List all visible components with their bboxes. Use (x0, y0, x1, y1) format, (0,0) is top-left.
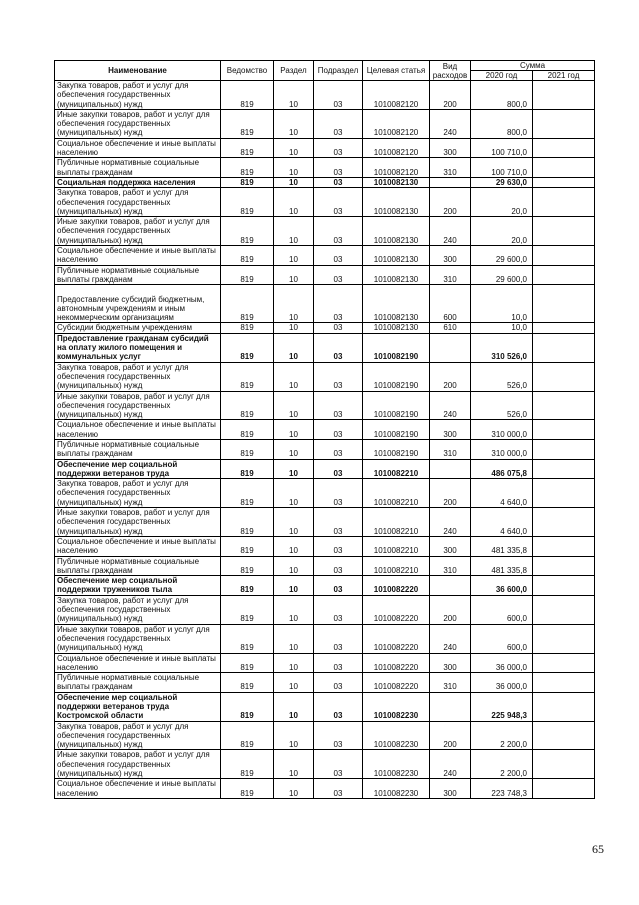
cell-razdel: 10 (274, 246, 314, 266)
cell-name: Социальное обеспечение и иные выплаты населению (55, 779, 221, 799)
cell-sum-2021 (533, 721, 595, 750)
cell-statya: 1010082120 (363, 138, 430, 158)
cell-vid: 300 (430, 536, 471, 556)
cell-razdel: 10 (274, 391, 314, 420)
cell-podrazdel: 03 (314, 217, 363, 246)
cell-razdel: 10 (274, 158, 314, 178)
cell-sum-2020: 526,0 (471, 362, 533, 391)
cell-sum-2021 (533, 109, 595, 138)
cell-podrazdel: 03 (314, 265, 363, 285)
cell-vid (430, 692, 471, 721)
cell-statya: 1010082130 (363, 265, 430, 285)
cell-vid: 300 (430, 779, 471, 799)
cell-vedomstvo: 819 (221, 81, 274, 110)
cell-sum-2021 (533, 362, 595, 391)
table-body (55, 81, 595, 799)
cell-name: Обеспечение мер социальной поддержки ветеранов труда (55, 459, 221, 479)
table-row (55, 576, 595, 596)
table-row (55, 138, 595, 158)
cell-statya: 1010082130 (363, 177, 430, 187)
cell-vid: 240 (430, 750, 471, 779)
cell-vedomstvo: 819 (221, 391, 274, 420)
cell-name: Иные закупки товаров, работ и услуг для обеспечения государственных (муниципальных) нужд (55, 391, 221, 420)
cell-podrazdel: 03 (314, 177, 363, 187)
cell-sum-2021 (533, 439, 595, 459)
table-row (55, 246, 595, 266)
col-header-summa: Сумма (471, 61, 595, 71)
cell-vid: 300 (430, 138, 471, 158)
cell-sum-2021 (533, 692, 595, 721)
cell-razdel: 10 (274, 109, 314, 138)
col-header-podrazdel: Подраздел (314, 61, 363, 81)
cell-podrazdel: 03 (314, 721, 363, 750)
cell-sum-2020: 600,0 (471, 624, 533, 653)
cell-sum-2021 (533, 333, 595, 362)
col-header-vid: Вид расходов (430, 61, 471, 81)
cell-statya: 1010082190 (363, 439, 430, 459)
cell-razdel: 10 (274, 333, 314, 362)
cell-vedomstvo: 819 (221, 188, 274, 217)
cell-podrazdel: 03 (314, 536, 363, 556)
cell-name: Социальное обеспечение и иные выплаты населению (55, 653, 221, 673)
cell-vedomstvo: 819 (221, 624, 274, 653)
col-header-vedomstvo: Ведомство (221, 61, 274, 81)
cell-podrazdel: 03 (314, 246, 363, 266)
table-row (55, 109, 595, 138)
col-header-year-2021: 2021 год (533, 71, 595, 81)
cell-statya: 1010082190 (363, 420, 430, 440)
cell-razdel: 10 (274, 217, 314, 246)
cell-razdel: 10 (274, 188, 314, 217)
cell-name: Публичные нормативные социальные выплаты гражданам (55, 439, 221, 459)
cell-razdel: 10 (274, 779, 314, 799)
cell-podrazdel: 03 (314, 653, 363, 673)
cell-sum-2020: 310 526,0 (471, 333, 533, 362)
table-row (55, 285, 595, 323)
cell-sum-2021 (533, 265, 595, 285)
cell-sum-2020: 225 948,3 (471, 692, 533, 721)
cell-vid: 310 (430, 265, 471, 285)
cell-statya: 1010082130 (363, 217, 430, 246)
cell-podrazdel: 03 (314, 81, 363, 110)
cell-name: Социальное обеспечение и иные выплаты населению (55, 138, 221, 158)
cell-razdel: 10 (274, 459, 314, 479)
cell-razdel: 10 (274, 653, 314, 673)
cell-sum-2021 (533, 177, 595, 187)
cell-statya: 1010082210 (363, 459, 430, 479)
cell-podrazdel: 03 (314, 391, 363, 420)
budget-table-sheet (54, 60, 594, 799)
cell-sum-2021 (533, 459, 595, 479)
cell-vid: 310 (430, 158, 471, 178)
cell-vedomstvo: 819 (221, 333, 274, 362)
cell-sum-2020: 20,0 (471, 188, 533, 217)
cell-vedomstvo: 819 (221, 158, 274, 178)
cell-podrazdel: 03 (314, 138, 363, 158)
cell-razdel: 10 (274, 508, 314, 537)
cell-statya: 1010082130 (363, 188, 430, 217)
cell-name: Публичные нормативные социальные выплаты гражданам (55, 158, 221, 178)
cell-sum-2020: 100 710,0 (471, 158, 533, 178)
cell-sum-2020: 36 000,0 (471, 673, 533, 693)
cell-razdel: 10 (274, 576, 314, 596)
cell-sum-2020: 29 600,0 (471, 265, 533, 285)
table-row (55, 177, 595, 187)
cell-sum-2021 (533, 673, 595, 693)
cell-vid: 240 (430, 391, 471, 420)
page-number: 65 (592, 842, 604, 856)
cell-razdel: 10 (274, 673, 314, 693)
cell-vid: 610 (430, 323, 471, 333)
cell-sum-2021 (533, 323, 595, 333)
cell-vedomstvo: 819 (221, 576, 274, 596)
cell-sum-2021 (533, 624, 595, 653)
cell-vid: 310 (430, 439, 471, 459)
cell-sum-2020: 4 640,0 (471, 508, 533, 537)
cell-name: Социальное обеспечение и иные выплаты населению (55, 246, 221, 266)
table-row (55, 217, 595, 246)
cell-razdel: 10 (274, 556, 314, 576)
table-row (55, 333, 595, 362)
cell-name: Иные закупки товаров, работ и услуг для обеспечения государственных (муниципальных) нужд (55, 109, 221, 138)
cell-sum-2020: 600,0 (471, 595, 533, 624)
cell-name: Публичные нормативные социальные выплаты гражданам (55, 265, 221, 285)
cell-sum-2021 (533, 81, 595, 110)
cell-vedomstvo: 819 (221, 420, 274, 440)
cell-name: Закупка товаров, работ и услуг для обеспечения государственных (муниципальных) нужд (55, 595, 221, 624)
cell-razdel: 10 (274, 595, 314, 624)
cell-statya: 1010082230 (363, 692, 430, 721)
cell-sum-2020: 310 000,0 (471, 439, 533, 459)
cell-vedomstvo: 819 (221, 177, 274, 187)
cell-vid: 300 (430, 246, 471, 266)
cell-statya: 1010082220 (363, 576, 430, 596)
cell-vid: 300 (430, 420, 471, 440)
cell-podrazdel: 03 (314, 673, 363, 693)
cell-razdel: 10 (274, 138, 314, 158)
table-row (55, 158, 595, 178)
cell-vedomstvo: 819 (221, 721, 274, 750)
cell-statya: 1010082230 (363, 750, 430, 779)
cell-sum-2020: 29 630,0 (471, 177, 533, 187)
table-row (55, 595, 595, 624)
cell-vid: 240 (430, 109, 471, 138)
cell-name: Закупка товаров, работ и услуг для обеспечения государственных (муниципальных) нужд (55, 479, 221, 508)
cell-sum-2021 (533, 595, 595, 624)
table-row (55, 81, 595, 110)
cell-sum-2021 (533, 158, 595, 178)
cell-razdel: 10 (274, 81, 314, 110)
table-row (55, 653, 595, 673)
cell-vid: 200 (430, 188, 471, 217)
cell-razdel: 10 (274, 177, 314, 187)
cell-sum-2021 (533, 779, 595, 799)
cell-razdel: 10 (274, 323, 314, 333)
table-row (55, 459, 595, 479)
cell-vedomstvo: 819 (221, 362, 274, 391)
cell-name: Закупка товаров, работ и услуг для обеспечения государственных (муниципальных) нужд (55, 188, 221, 217)
cell-vid: 240 (430, 624, 471, 653)
table-row (55, 479, 595, 508)
table-header (55, 61, 595, 81)
cell-sum-2021 (533, 556, 595, 576)
cell-vid: 200 (430, 81, 471, 110)
cell-sum-2020: 310 000,0 (471, 420, 533, 440)
cell-vedomstvo: 819 (221, 138, 274, 158)
cell-statya: 1010082210 (363, 536, 430, 556)
cell-podrazdel: 03 (314, 692, 363, 721)
cell-sum-2020: 481 335,8 (471, 536, 533, 556)
cell-vedomstvo: 819 (221, 246, 274, 266)
cell-vid: 200 (430, 479, 471, 508)
cell-statya: 1010082120 (363, 109, 430, 138)
cell-razdel: 10 (274, 624, 314, 653)
cell-vedomstvo: 819 (221, 556, 274, 576)
cell-statya: 1010082130 (363, 285, 430, 323)
cell-statya: 1010082220 (363, 653, 430, 673)
cell-podrazdel: 03 (314, 459, 363, 479)
cell-vedomstvo: 819 (221, 323, 274, 333)
table-row (55, 624, 595, 653)
cell-statya: 1010082210 (363, 479, 430, 508)
cell-statya: 1010082220 (363, 673, 430, 693)
cell-podrazdel: 03 (314, 624, 363, 653)
col-header-razdel: Раздел (274, 61, 314, 81)
cell-statya: 1010082120 (363, 158, 430, 178)
cell-razdel: 10 (274, 692, 314, 721)
cell-vedomstvo: 819 (221, 692, 274, 721)
cell-vedomstvo: 819 (221, 595, 274, 624)
cell-razdel: 10 (274, 750, 314, 779)
cell-podrazdel: 03 (314, 439, 363, 459)
table-row (55, 721, 595, 750)
cell-podrazdel: 03 (314, 750, 363, 779)
table-row (55, 265, 595, 285)
cell-vedomstvo: 819 (221, 508, 274, 537)
cell-podrazdel: 03 (314, 285, 363, 323)
cell-statya: 1010082230 (363, 721, 430, 750)
cell-razdel: 10 (274, 420, 314, 440)
table-row (55, 750, 595, 779)
cell-sum-2021 (533, 653, 595, 673)
cell-podrazdel: 03 (314, 779, 363, 799)
cell-sum-2021 (533, 188, 595, 217)
cell-sum-2020: 100 710,0 (471, 138, 533, 158)
cell-name: Иные закупки товаров, работ и услуг для обеспечения государственных (муниципальных) нужд (55, 217, 221, 246)
cell-sum-2020: 4 640,0 (471, 479, 533, 508)
cell-razdel: 10 (274, 536, 314, 556)
table-row (55, 323, 595, 333)
table-row (55, 779, 595, 799)
col-header-year-2020: 2020 год (471, 71, 533, 81)
cell-sum-2020: 481 335,8 (471, 556, 533, 576)
cell-sum-2021 (533, 508, 595, 537)
table-row (55, 673, 595, 693)
cell-statya: 1010082230 (363, 779, 430, 799)
cell-podrazdel: 03 (314, 508, 363, 537)
cell-sum-2021 (533, 536, 595, 556)
cell-sum-2020: 36 600,0 (471, 576, 533, 596)
cell-name: Закупка товаров, работ и услуг для обеспечения государственных (муниципальных) нужд (55, 81, 221, 110)
cell-sum-2020: 526,0 (471, 391, 533, 420)
cell-podrazdel: 03 (314, 109, 363, 138)
cell-statya: 1010082190 (363, 362, 430, 391)
cell-sum-2020: 2 200,0 (471, 750, 533, 779)
cell-podrazdel: 03 (314, 479, 363, 508)
cell-name: Иные закупки товаров, работ и услуг для обеспечения государственных (муниципальных) нужд (55, 624, 221, 653)
cell-sum-2020: 10,0 (471, 323, 533, 333)
cell-sum-2020: 800,0 (471, 81, 533, 110)
cell-sum-2021 (533, 576, 595, 596)
cell-vedomstvo: 819 (221, 779, 274, 799)
table-row (55, 536, 595, 556)
table-row (55, 556, 595, 576)
cell-statya: 1010082210 (363, 508, 430, 537)
cell-vedomstvo: 819 (221, 750, 274, 779)
cell-razdel: 10 (274, 265, 314, 285)
cell-statya: 1010082220 (363, 624, 430, 653)
cell-vedomstvo: 819 (221, 285, 274, 323)
cell-vedomstvo: 819 (221, 673, 274, 693)
cell-podrazdel: 03 (314, 158, 363, 178)
cell-vedomstvo: 819 (221, 217, 274, 246)
cell-vid (430, 459, 471, 479)
cell-sum-2021 (533, 420, 595, 440)
cell-vedomstvo: 819 (221, 653, 274, 673)
cell-sum-2020: 29 600,0 (471, 246, 533, 266)
cell-vid: 300 (430, 653, 471, 673)
cell-podrazdel: 03 (314, 362, 363, 391)
cell-razdel: 10 (274, 362, 314, 391)
cell-podrazdel: 03 (314, 420, 363, 440)
cell-statya: 1010082120 (363, 81, 430, 110)
cell-sum-2021 (533, 479, 595, 508)
cell-vid: 600 (430, 285, 471, 323)
budget-table (54, 60, 595, 799)
cell-sum-2021 (533, 750, 595, 779)
cell-sum-2020: 223 748,3 (471, 779, 533, 799)
cell-name: Иные закупки товаров, работ и услуг для обеспечения государственных (муниципальных) нужд (55, 508, 221, 537)
cell-sum-2020: 486 075,8 (471, 459, 533, 479)
cell-vid: 240 (430, 508, 471, 537)
cell-sum-2021 (533, 138, 595, 158)
cell-name: Публичные нормативные социальные выплаты гражданам (55, 673, 221, 693)
cell-vid: 310 (430, 673, 471, 693)
cell-vid (430, 333, 471, 362)
cell-vedomstvo: 819 (221, 536, 274, 556)
cell-name: Обеспечение мер социальной поддержки ветеранов труда Костромской области (55, 692, 221, 721)
cell-podrazdel: 03 (314, 595, 363, 624)
col-header-statya: Целевая статья (363, 61, 430, 81)
cell-vid: 200 (430, 721, 471, 750)
table-row (55, 362, 595, 391)
cell-vedomstvo: 819 (221, 439, 274, 459)
cell-name: Социальная поддержка населения (55, 177, 221, 187)
cell-sum-2020: 800,0 (471, 109, 533, 138)
cell-vid: 310 (430, 556, 471, 576)
cell-vid: 240 (430, 217, 471, 246)
cell-podrazdel: 03 (314, 333, 363, 362)
cell-razdel: 10 (274, 721, 314, 750)
cell-name: Обеспечение мер социальной поддержки тружеников тыла (55, 576, 221, 596)
cell-vid (430, 576, 471, 596)
cell-sum-2020: 36 000,0 (471, 653, 533, 673)
table-row (55, 692, 595, 721)
cell-podrazdel: 03 (314, 556, 363, 576)
cell-sum-2021 (533, 217, 595, 246)
cell-vid: 200 (430, 362, 471, 391)
cell-vedomstvo: 819 (221, 109, 274, 138)
cell-podrazdel: 03 (314, 188, 363, 217)
cell-statya: 1010082190 (363, 333, 430, 362)
cell-vedomstvo: 819 (221, 265, 274, 285)
cell-statya: 1010082190 (363, 391, 430, 420)
cell-sum-2020: 20,0 (471, 217, 533, 246)
table-row (55, 391, 595, 420)
cell-razdel: 10 (274, 439, 314, 459)
cell-name: Субсидии бюджетным учреждениям (55, 323, 221, 333)
cell-sum-2021 (533, 391, 595, 420)
cell-sum-2020: 10,0 (471, 285, 533, 323)
cell-podrazdel: 03 (314, 576, 363, 596)
cell-name: Иные закупки товаров, работ и услуг для обеспечения государственных (муниципальных) нужд (55, 750, 221, 779)
cell-sum-2021 (533, 246, 595, 266)
cell-sum-2020: 2 200,0 (471, 721, 533, 750)
cell-statya: 1010082210 (363, 556, 430, 576)
cell-statya: 1010082130 (363, 246, 430, 266)
cell-vedomstvo: 819 (221, 459, 274, 479)
table-row (55, 188, 595, 217)
cell-name: Предоставление субсидий бюджетным, автономным учреждениям и иным некоммерческим организациям (55, 285, 221, 323)
cell-statya: 1010082130 (363, 323, 430, 333)
table-row (55, 439, 595, 459)
table-row (55, 508, 595, 537)
cell-razdel: 10 (274, 479, 314, 508)
cell-name: Социальное обеспечение и иные выплаты населению (55, 420, 221, 440)
cell-vedomstvo: 819 (221, 479, 274, 508)
cell-razdel: 10 (274, 285, 314, 323)
cell-vid: 200 (430, 595, 471, 624)
cell-vid (430, 177, 471, 187)
cell-sum-2021 (533, 285, 595, 323)
cell-name: Закупка товаров, работ и услуг для обеспечения государственных (муниципальных) нужд (55, 721, 221, 750)
cell-podrazdel: 03 (314, 323, 363, 333)
cell-name: Социальное обеспечение и иные выплаты населению (55, 536, 221, 556)
cell-statya: 1010082220 (363, 595, 430, 624)
cell-name: Закупка товаров, работ и услуг для обеспечения государственных (муниципальных) нужд (55, 362, 221, 391)
table-row (55, 420, 595, 440)
cell-name: Предоставление гражданам субсидий на оплату жилого помещения и коммунальных услуг (55, 333, 221, 362)
col-header-name: Наименование (55, 61, 221, 81)
cell-name: Публичные нормативные социальные выплаты гражданам (55, 556, 221, 576)
